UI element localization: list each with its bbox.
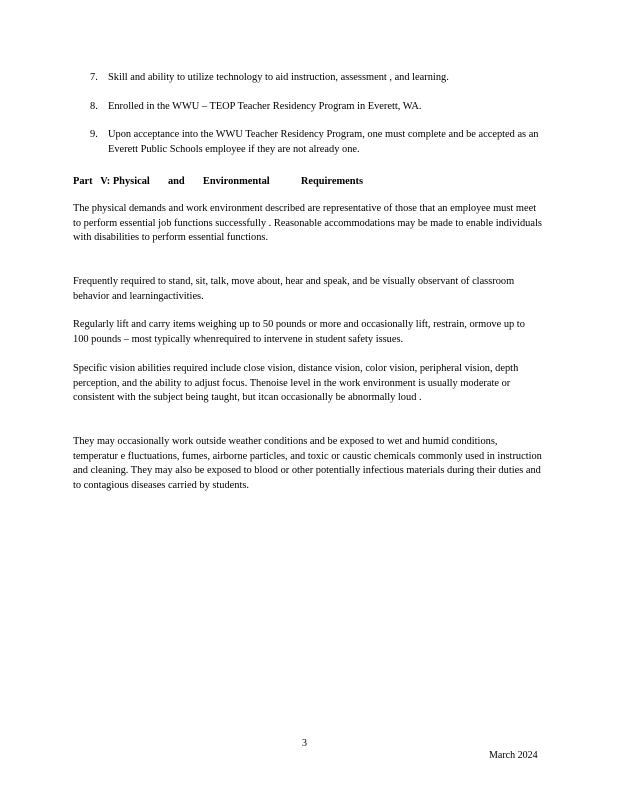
- list-item-number: 7.: [90, 72, 98, 83]
- list-item-number: 9.: [90, 129, 98, 140]
- list-item-number: 8.: [90, 100, 98, 112]
- page-number: 3: [302, 738, 307, 749]
- list-item-text: Upon acceptance into the WWU Teacher Residency Program, one must complete and be accepted as an Everett Public Schools employee if they are not already one.: [108, 129, 539, 155]
- list-item-text: Enrolled in the WWU – TEOP Teacher Residency Program in Everett, WA.: [108, 100, 422, 112]
- paragraph-physical-demands: The physical demands and work environment described are representative of those that an employee must meet to perform essential job functions successfully . Reasonable accommodations may be made to enable individuals with disabilities to perform essential functions.: [73, 203, 542, 243]
- requirements-list: [90, 71, 550, 171]
- list-item: [90, 128, 550, 157]
- list-item-text: Skill and ability to utilize technology to aid instruction, assessment , and learning.: [108, 72, 449, 83]
- paragraph-vision-noise: Specific vision abilities required include close vision, distance vision, color vision, peripheral vision, depth perception, and the ability to adjust focus. Thenoise level in the work environment is usually moderate or consistent with the subject being taught, but itcan occasionally be abnormally loud .: [73, 363, 519, 403]
- list-item: [90, 100, 550, 115]
- paragraph-frequent-requirements: Frequently required to stand, sit, talk, move about, hear and speak, and be visually observant of classroom behavior and learningactivities.: [73, 276, 515, 302]
- paragraph-environment-exposure: They may occasionally work outside weather conditions and be exposed to wet and humid conditions, temperatur e fluctuations, fumes, airborne particles, and toxic or caustic chemicals commonly used in instruction and cleaning. They may also be exposed to blood or other potentially infectious materials during their duties and to contagious diseases carried by students.: [73, 436, 542, 491]
- footer-date: March 2024: [489, 750, 538, 761]
- paragraph-lifting: Regularly lift and carry items weighing up to 50 pounds or more and occasionally lift, restrain, ormove up to 100 pounds – most typically whenrequired to intervene in student safety issues.: [73, 319, 525, 345]
- section-heading: Part V: Physical and Environmental Requirements: [73, 176, 363, 187]
- list-item: [90, 71, 550, 86]
